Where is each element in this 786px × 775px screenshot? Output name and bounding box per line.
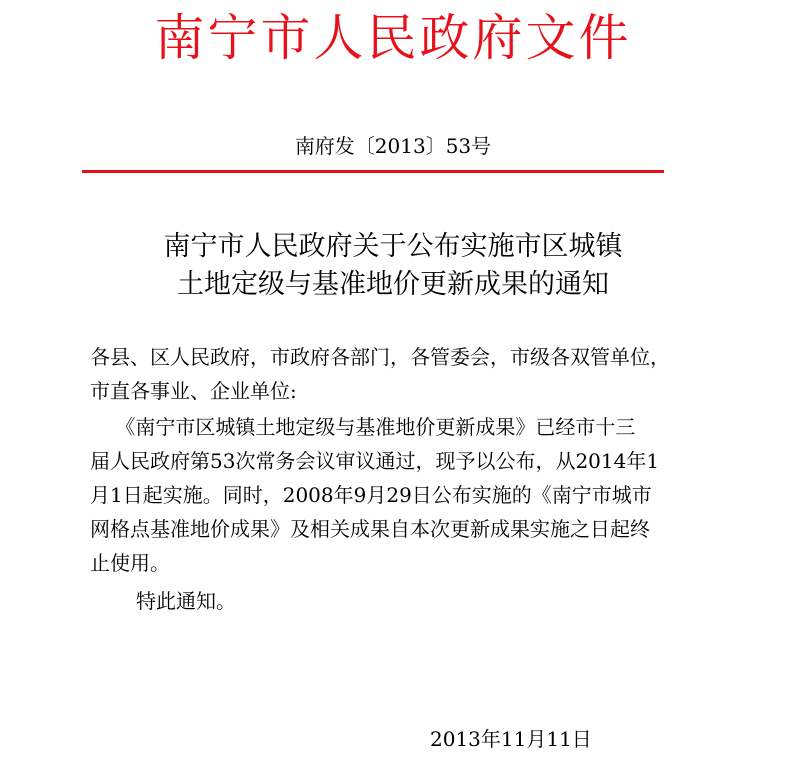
notice-title-line-2: 土地定级与基准地价更新成果的通知: [177, 269, 609, 300]
addressee-line-2: 市直各事业、企业单位:: [90, 379, 297, 403]
body-line-2: 届人民政府第53次常务会议审议通过，现予以公布，从2014年1: [90, 449, 660, 473]
addressee-line-1: 各县、区人民政府，市政府各部门，各管委会，市级各双管单位，: [90, 345, 670, 369]
body-line-3: 月1日起实施。同时，2008年9月29日公布实施的《南宁市城市: [90, 483, 652, 507]
document-header-title: 南宁市人民政府文件: [154, 9, 632, 67]
body-line-1: 《南宁市区城镇土地定级与基准地价更新成果》已经市十三: [90, 415, 636, 439]
body-line-4: 网格点基准地价成果》及相关成果自本次更新成果实施之日起终: [90, 517, 650, 541]
notice-title: [0, 228, 786, 304]
document-date: 2013年11月11日: [430, 727, 592, 751]
notice-title-line-1: 南宁市人民政府关于公布实施市区城镇: [163, 231, 623, 262]
body-line-5: 止使用。: [90, 551, 170, 575]
document-number: 南府发〔2013〕53号: [294, 134, 492, 158]
addressee-block: [90, 340, 670, 408]
header-red-rule: [82, 170, 664, 173]
body-paragraph: [90, 410, 659, 580]
signoff-text: 特此通知。: [136, 589, 236, 613]
